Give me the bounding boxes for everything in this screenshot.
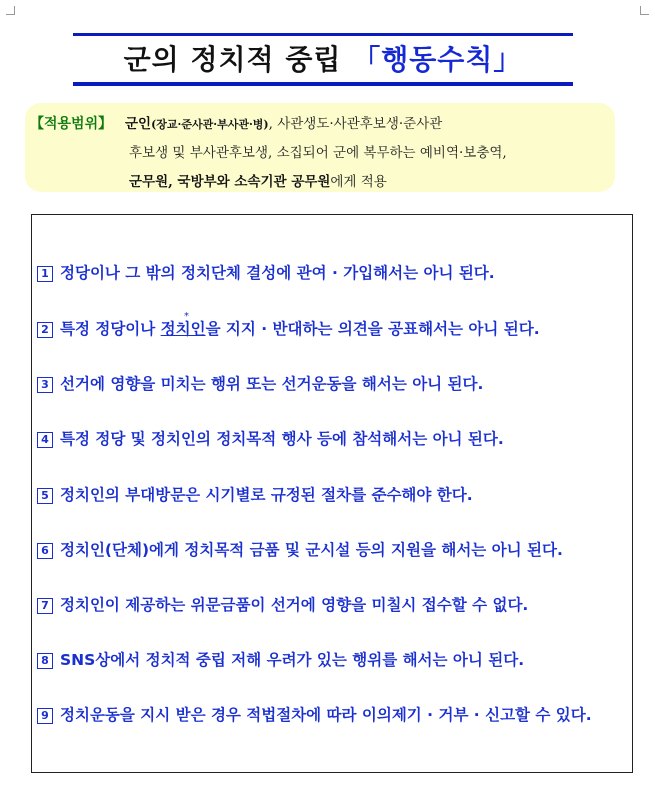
asterisk-mark: * — [184, 311, 189, 322]
rule-text: 정치인의 부대방문은 시기별로 규정된 절차를 준수해야 한다. — [60, 486, 473, 504]
rule-number-box: 2 — [37, 322, 53, 338]
scope-line1-rest: , 사관생도·사관후보생·준사관 — [268, 116, 443, 132]
rule-number-box: 4 — [37, 432, 53, 448]
scope-line-3 — [129, 172, 387, 192]
title-top-rule — [73, 33, 573, 36]
page-title — [73, 40, 573, 80]
rule-text-pre: 특정 정당이나 — [60, 320, 161, 338]
rule-number-box: 3 — [37, 377, 53, 393]
rule-item-5 — [37, 484, 473, 506]
page-corner-mark-right — [640, 6, 649, 15]
rule-item-9 — [37, 704, 592, 726]
rule-item-6 — [37, 539, 563, 561]
rule-text: 정치운동을 지시 받은 경우 적법절차에 따라 이의제기 · 거부 · 신고할 수 있다. — [60, 706, 592, 724]
rule-text: 선거에 영향을 미치는 행위 또는 선거운동을 해서는 아니 된다. — [60, 375, 484, 393]
title-main: 군의 정치적 중립 — [123, 43, 342, 76]
scope-line3-bold: 군무원, 국방부와 소속기관 공무원 — [129, 174, 331, 190]
rule-item-1 — [37, 262, 495, 284]
rule-number-box: 7 — [37, 598, 53, 614]
scope-line1-small: (장교·준사관·부사관·병) — [151, 118, 269, 131]
rule-number-box: 1 — [37, 266, 53, 282]
rule-text: SNS상에서 정치적 중립 저해 우려가 있는 행위를 해서는 아니 된다. — [60, 651, 525, 669]
rule-number-box: 8 — [37, 653, 53, 669]
rule-item-7 — [37, 594, 528, 616]
scope-line1-bold: 군인 — [125, 116, 152, 132]
title-accent: 「행동수칙」 — [352, 43, 523, 76]
rule-text: 특정 정당 및 정치인의 정치목적 행사 등에 참석해서는 아니 된다. — [60, 430, 504, 448]
rule-number-box: 9 — [37, 708, 53, 724]
rule-item-2 — [37, 318, 540, 340]
rule-item-4 — [37, 428, 504, 450]
rule-number-box: 5 — [37, 488, 53, 504]
rule-text: 정치인이 제공하는 위문금품이 선거에 영향을 미칠시 접수할 수 없다. — [60, 596, 529, 614]
rule-text-post: 을 지지 · 반대하는 의견을 공표해서는 아니 된다. — [205, 320, 540, 338]
rule-item-3 — [37, 373, 483, 395]
page-corner-mark-left — [6, 6, 15, 15]
rule-number-box: 6 — [37, 543, 53, 559]
scope-label: 【적용범위】 — [30, 116, 113, 132]
scope-line3-rest: 에게 적용 — [330, 174, 387, 190]
title-bottom-rule — [73, 82, 573, 86]
rule-text: 정치인(단체)에게 정치목적 금품 및 군시설 등의 지원을 해서는 아니 된다. — [60, 541, 563, 559]
rule-item-8 — [37, 649, 524, 671]
rule-text-underlined: 정치인 — [160, 320, 206, 338]
rule-text: 정당이나 그 밖의 정치단체 결성에 관여 · 가입해서는 아니 된다. — [60, 264, 495, 282]
scope-line-1 — [125, 114, 442, 135]
scope-line-2: 후보생 및 부사관후보생, 소집되어 군에 복무하는 예비역·보충역, — [129, 145, 507, 161]
